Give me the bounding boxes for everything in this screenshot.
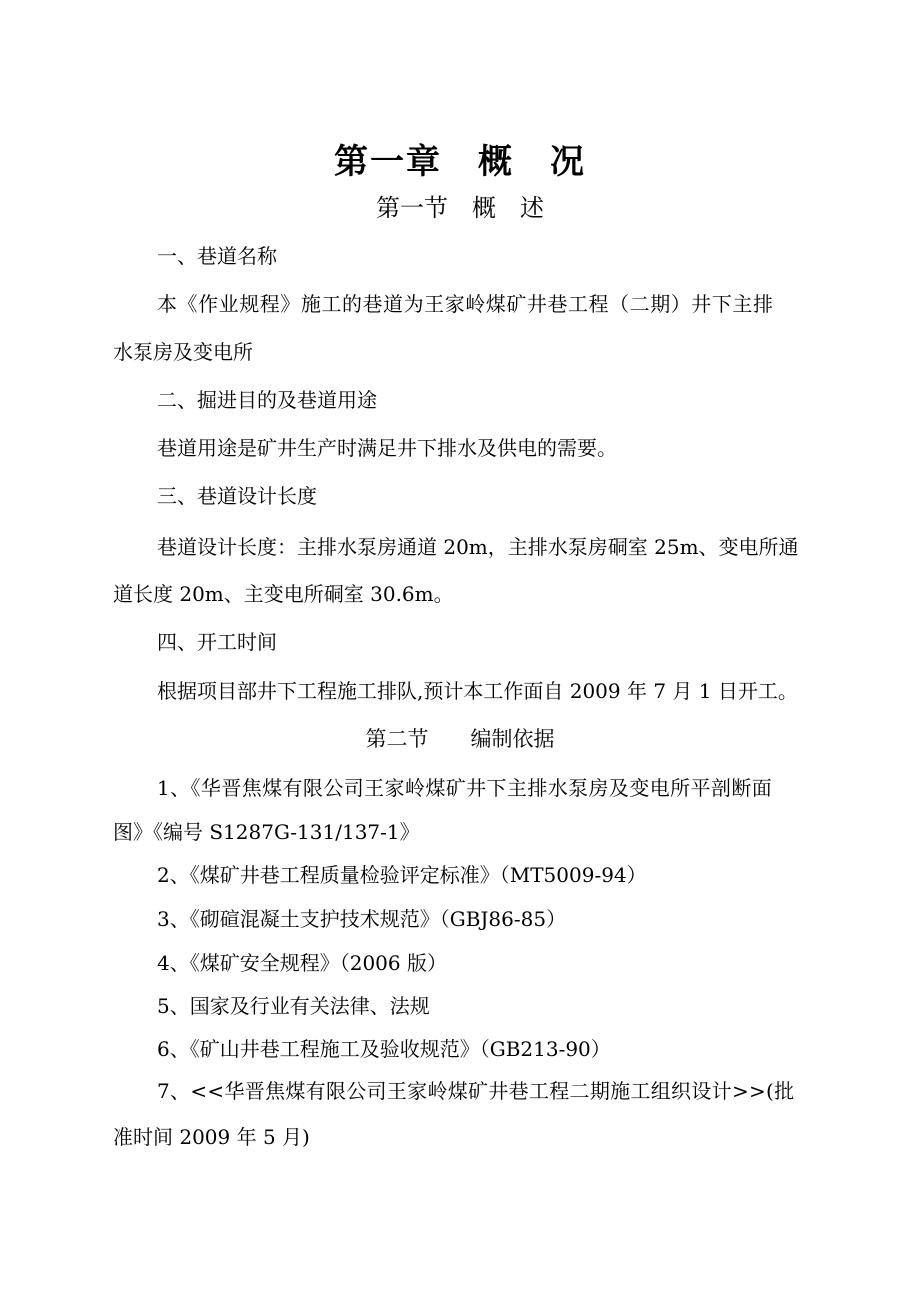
- basis-item-7-line1: 7、<<华晋焦煤有限公司王家岭煤矿井巷工程二期施工组织设计>>(批: [157, 1079, 795, 1103]
- basis-item-3: 3、《砌碹混凝土支护技术规范》（GBJ86-85）: [157, 907, 567, 931]
- paragraph-design-length-line2: 道长度 20m、主变电所硐室 30.6m。: [113, 582, 454, 606]
- basis-item-5: 5、国家及行业有关法律、法规: [157, 994, 430, 1018]
- paragraph-start-time: 根据项目部井下工程施工排队,预计本工作面自 2009 年 7 月 1 日开工。: [157, 679, 798, 703]
- basis-item-1-line2: 图》《编号 S1287G-131/137-1》: [113, 820, 420, 844]
- chapter-title: 第一章 概 况: [334, 142, 586, 182]
- heading-roadway-name: 一、巷道名称: [157, 244, 277, 268]
- paragraph-roadway-name-line2: 水泵房及变电所: [113, 340, 253, 364]
- section-1-title: 第一节 概 述: [376, 194, 544, 222]
- heading-start-time: 四、开工时间: [157, 630, 277, 654]
- basis-item-6: 6、《矿山井巷工程施工及验收规范》（GB213-90）: [157, 1037, 611, 1061]
- paragraph-purpose: 巷道用途是矿井生产时满足井下排水及供电的需要。: [157, 436, 617, 460]
- section-2-title: 第二节 编制依据: [365, 727, 555, 751]
- basis-item-4: 4、《煤矿安全规程》（2006 版）: [157, 951, 447, 975]
- heading-purpose: 二、掘进目的及巷道用途: [157, 388, 377, 412]
- basis-item-7-line2: 准时间 2009 年 5 月): [113, 1125, 310, 1149]
- basis-item-1-line1: 1、《华晋焦煤有限公司王家岭煤矿井下主排水泵房及变电所平剖断面: [157, 776, 773, 800]
- heading-design-length: 三、巷道设计长度: [157, 484, 317, 508]
- basis-item-2: 2、《煤矿井巷工程质量检验评定标准》（MT5009-94）: [157, 863, 647, 887]
- paragraph-design-length-line1: 巷道设计长度：主排水泵房通道 20m，主排水泵房硐室 25m、变电所通: [157, 535, 799, 559]
- paragraph-roadway-name-line1: 本《作业规程》施工的巷道为王家岭煤矿井巷工程（二期）井下主排: [157, 292, 774, 316]
